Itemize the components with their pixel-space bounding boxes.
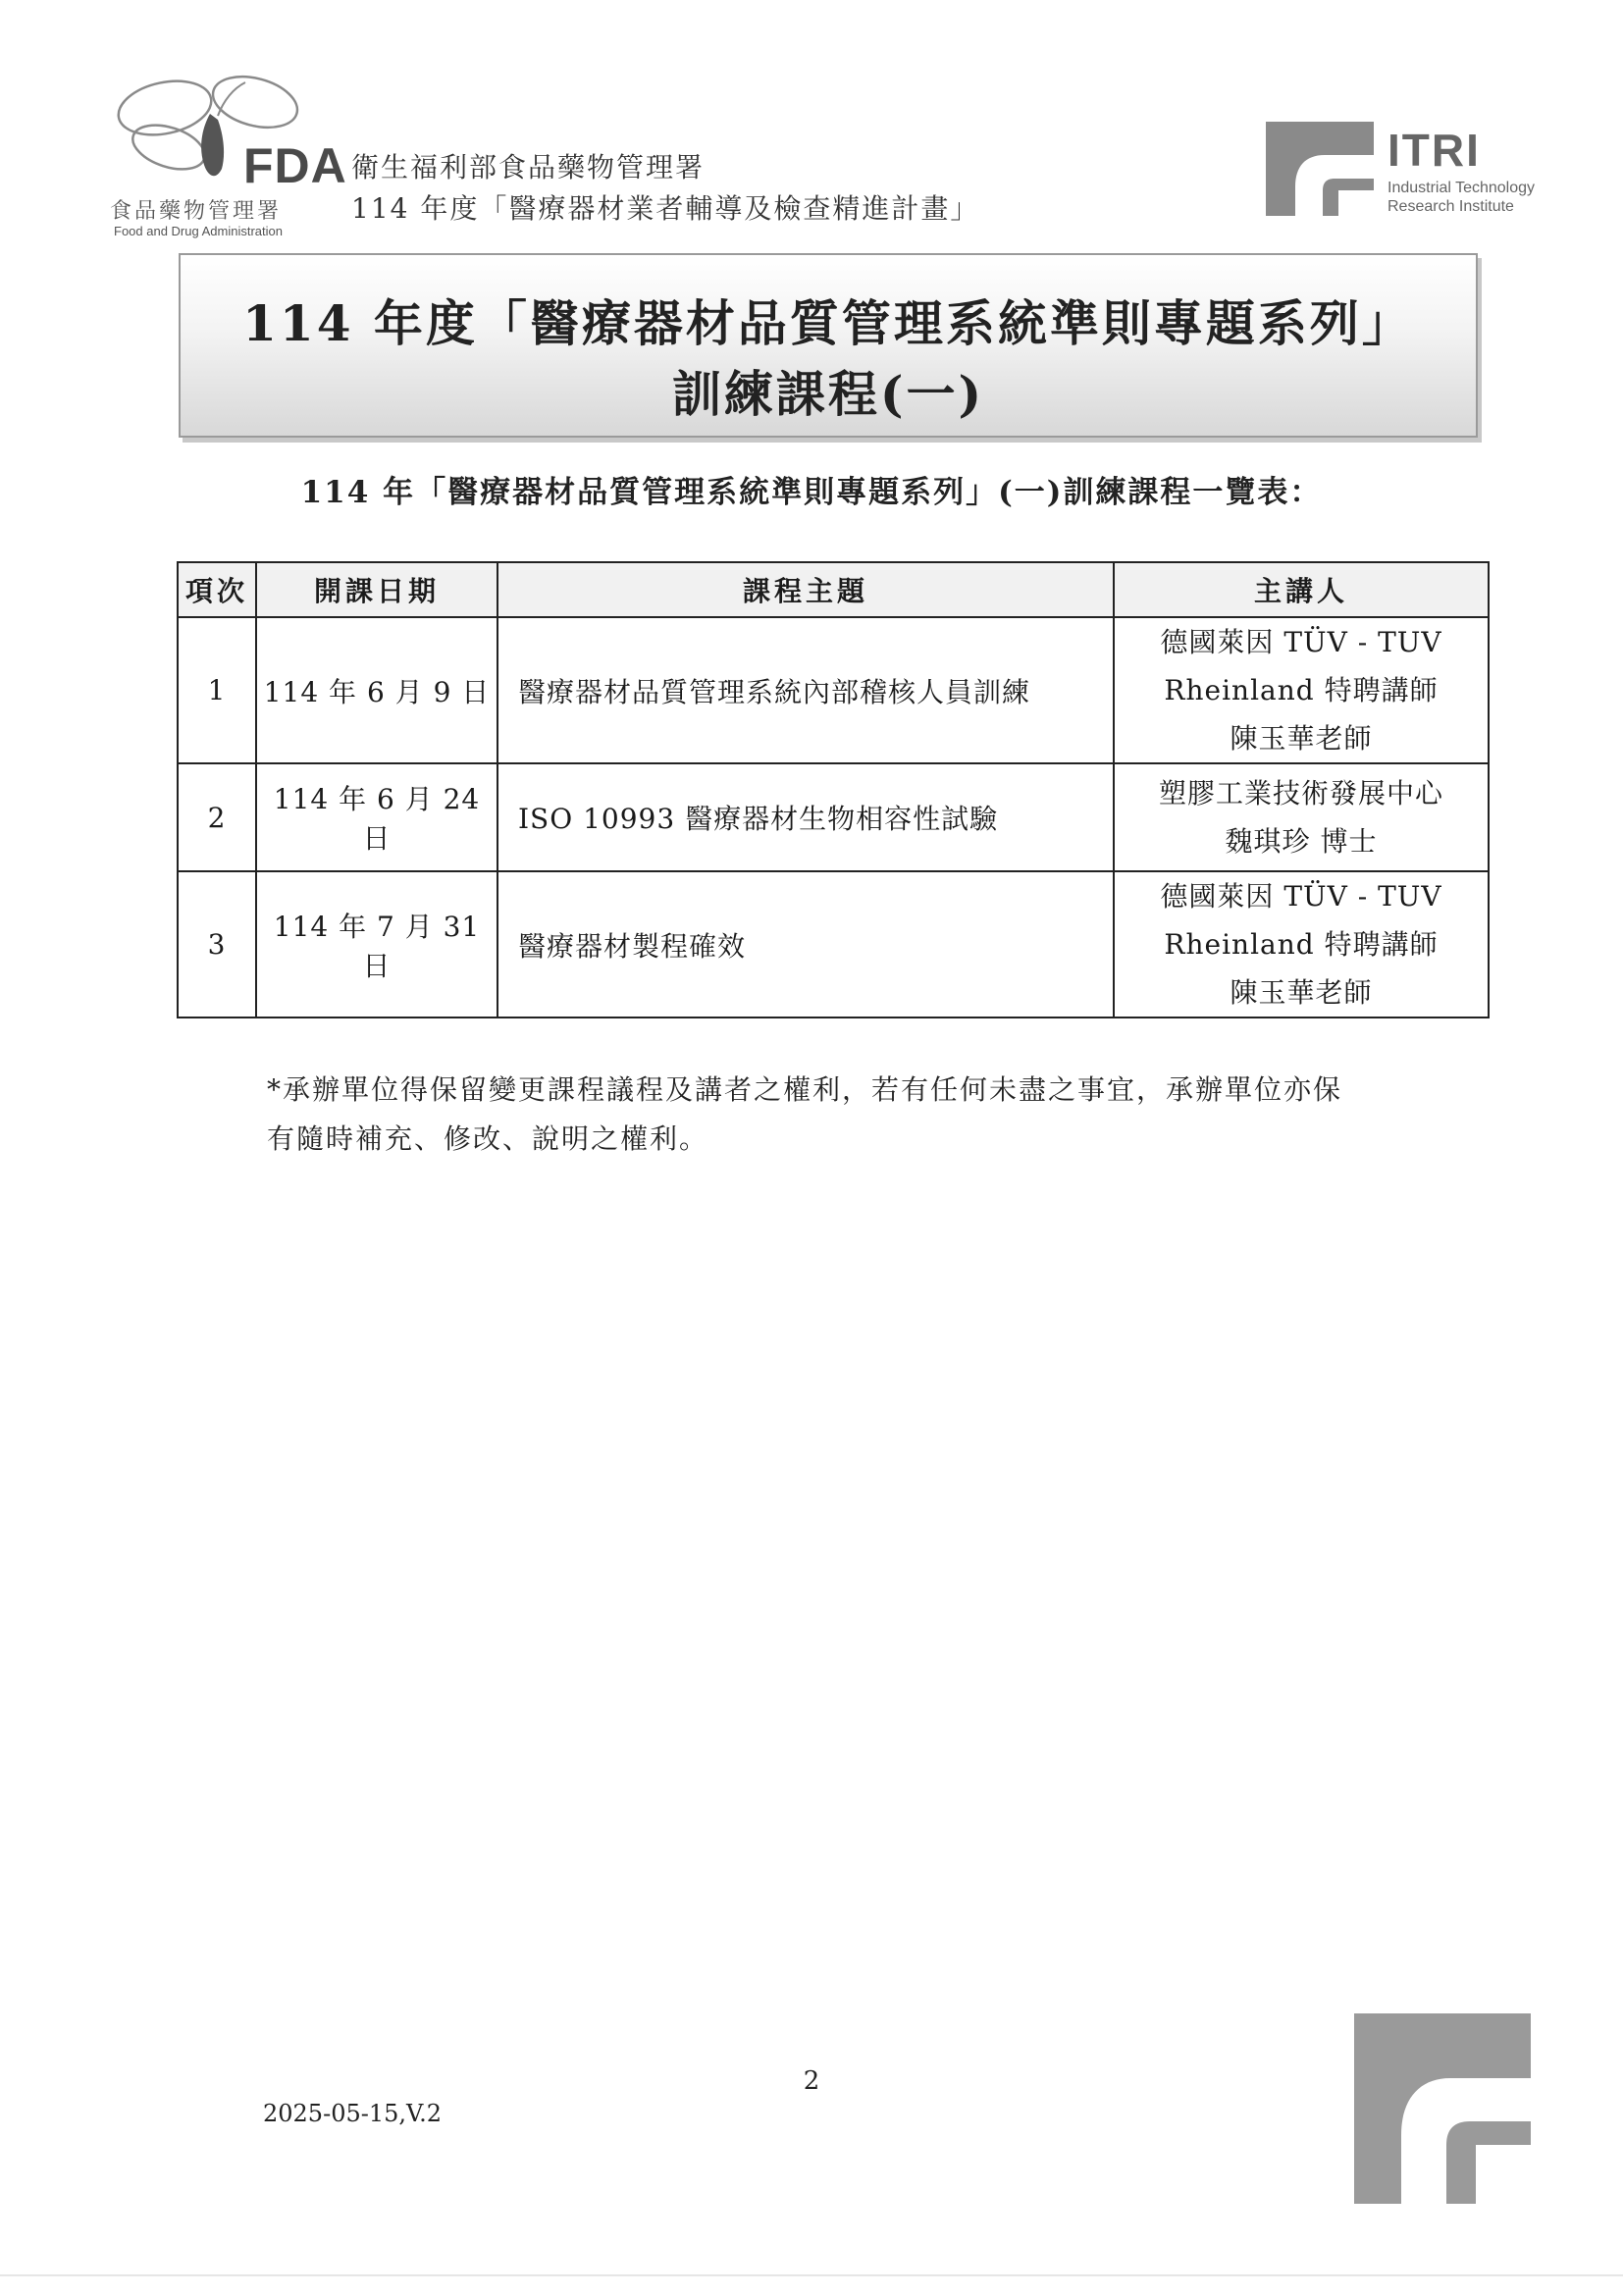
itri-name-line-2: Research Institute: [1387, 198, 1514, 215]
title-line-2: 訓練課程(一): [671, 365, 985, 423]
title-line-1: 114 年度「醫療器材品質管理系統準則專題系列」: [242, 294, 1414, 352]
document-version: 2025-05-15,V.2: [263, 2100, 443, 2127]
lecturer-line: 魏琪珍 博士: [1225, 825, 1378, 858]
fda-abbr: FDA: [243, 138, 347, 193]
row-no: 2: [178, 763, 256, 871]
itri-name-line-1: Industrial Technology: [1387, 180, 1536, 196]
lecturer-line: 陳玉華老師: [1230, 976, 1373, 1009]
lecturer-line: 塑膠工業技術發展中心: [1158, 777, 1443, 809]
lecturer-line: 德國萊因 TÜV - TUV: [1160, 880, 1442, 913]
row-no: 1: [178, 617, 256, 763]
row-lecturer: [1114, 871, 1489, 1018]
lecturer-line: 德國萊因 TÜV - TUV: [1160, 626, 1442, 658]
fda-name-zh: 食品藥物管理署: [110, 199, 283, 224]
row-date: 114 年 6 月 24 日: [256, 763, 497, 871]
itri-full-name: [1387, 179, 1535, 216]
itri-watermark: [1354, 2013, 1531, 2204]
title-banner: [179, 253, 1478, 438]
agency-heading: [351, 147, 979, 230]
fda-logo: [108, 67, 347, 238]
row-no: 3: [178, 871, 256, 1018]
table-header-row: [178, 562, 1489, 617]
row-lecturer: [1114, 763, 1489, 871]
table-row: [178, 617, 1489, 763]
header-topic: 課程主題: [497, 562, 1114, 617]
header-item-no: 項次: [178, 562, 256, 617]
course-list-title: 114 年「醫療器材品質管理系統準則專題系列」(一)訓練課程一覽表：: [300, 475, 1323, 510]
row-topic: ISO 10993 醫療器材生物相容性試驗: [497, 763, 1114, 871]
row-topic: 醫療器材製程確效: [497, 871, 1114, 1018]
note-line-2: 有隨時補充、修改、說明之權利。: [267, 1122, 709, 1155]
note-line-1: *承辦單位得保留變更課程議程及講者之權利，若有任何未盡之事宜，承辦單位亦保: [267, 1073, 1343, 1106]
itri-mark-icon: [1354, 2013, 1531, 2204]
lecturer-line: Rheinland 特聘講師: [1164, 674, 1439, 706]
fda-name-en: Food and Drug Administration: [114, 224, 283, 238]
header-lecturer: 主講人: [1114, 562, 1489, 617]
scan-edge-divider: [0, 2274, 1623, 2276]
row-topic: 醫療器材品質管理系統內部稽核人員訓練: [497, 617, 1114, 763]
disclaimer-note: [267, 1066, 1444, 1164]
page-number: 2: [803, 2066, 820, 2096]
agency-line-1: 衛生福利部食品藥物管理署: [351, 151, 706, 183]
course-table: [177, 561, 1490, 1018]
itri-mark-icon: [1266, 122, 1374, 216]
row-date: 114 年 6 月 9 日: [256, 617, 497, 763]
table-row: [178, 871, 1489, 1018]
agency-line-2: 114 年度「醫療器材業者輔導及檢查精進計畫」: [351, 192, 980, 225]
lecturer-line: 陳玉華老師: [1230, 722, 1373, 755]
table-row: [178, 763, 1489, 871]
header-date: 開課日期: [256, 562, 497, 617]
itri-logo: [1266, 120, 1580, 218]
lecturer-line: Rheinland 特聘講師: [1164, 928, 1439, 961]
itri-abbr: ITRI: [1387, 125, 1481, 176]
row-lecturer: [1114, 617, 1489, 763]
row-date: 114 年 7 月 31 日: [256, 871, 497, 1018]
